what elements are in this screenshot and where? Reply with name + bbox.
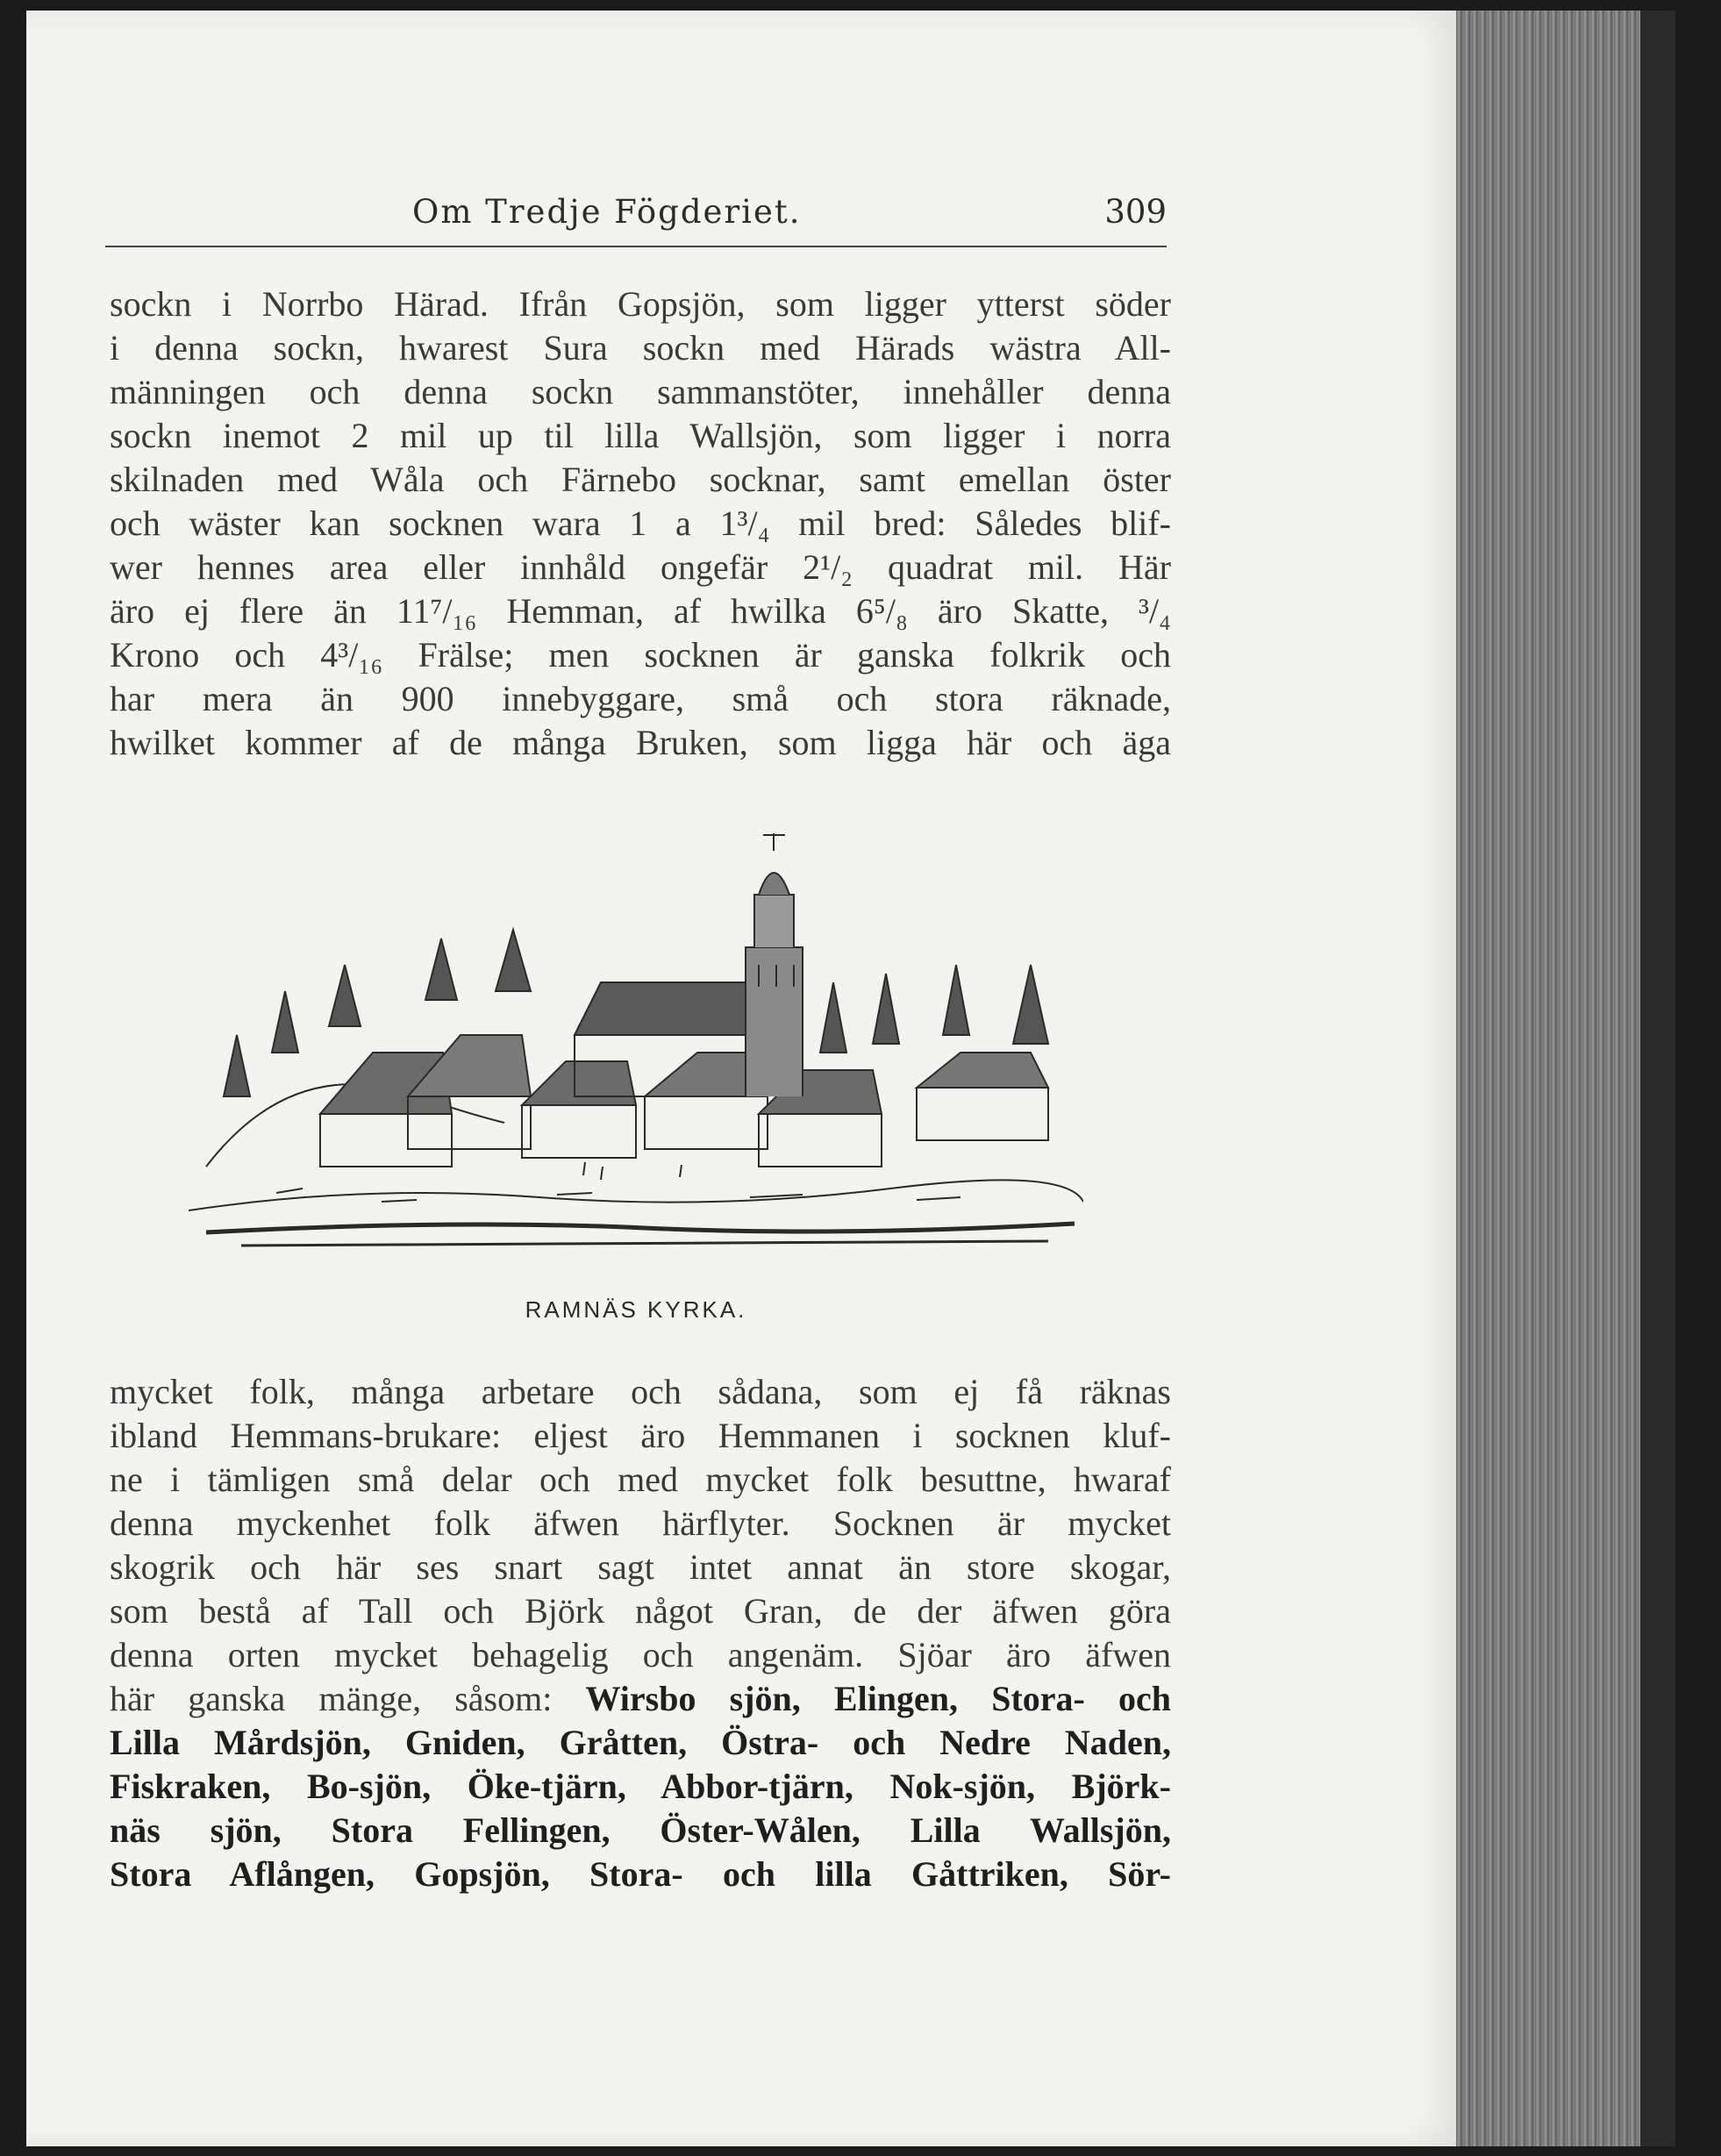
text-line: hwilket kommer af de många Bruken, som ligga här och äga [110, 723, 1171, 762]
header-rule [105, 246, 1167, 247]
text-line: denna orten mycket behagelig och angenäm. Sjöar äro äfwen [110, 1635, 1171, 1674]
text-line: Krono och 4³/₁₆ Frälse; men socknen är ganska folkrik och [110, 635, 1171, 675]
text-line-mixed [110, 1677, 1171, 1721]
text-line: mycket folk, många arbetare och sådana, som ej få räknas [110, 1372, 1171, 1411]
lake-names: Wirsbo sjön, Elingen, Stora- och [585, 1679, 1171, 1718]
text-line: äro ej flere än 11⁷/₁₆ Hemman, af hwilka 6⁵/₈ äro Skatte, ³/₄ [110, 591, 1171, 631]
page-edges [1456, 11, 1675, 2146]
running-head-title: Om Tredje Fögderiet. [412, 193, 802, 231]
text-line: sockn inemot 2 mil up til lilla Wallsjön, som ligger i norra [110, 416, 1171, 455]
text-line: skogrik och här ses snart sagt intet annat än store skogar, [110, 1547, 1171, 1587]
lake-names-line: Lilla Mårdsjön, Gniden, Gråtten, Östra- och Nedre Naden, [110, 1723, 1171, 1762]
illustration-caption: RAMNÄS KYRKA. [525, 1296, 747, 1323]
text-line: i denna sockn, hwarest Sura sockn med Härads wästra All- [110, 328, 1171, 368]
text-line: har mera än 900 innebyggare, små och stora räknade, [110, 679, 1171, 718]
paragraph-1 [110, 282, 1171, 765]
text-line: wer hennes area eller innhåld ongefär 2¹/₂ quadrat mil. Här [110, 547, 1171, 587]
text-line: ibland Hemmans-brukare: eljest äro Hemmanen i socknen kluf- [110, 1416, 1171, 1455]
page-number: 309 [1104, 193, 1167, 231]
text-line: männingen och denna sockn sammanstöter, innehåller denna [110, 372, 1171, 411]
text-line: och wäster kan socknen wara 1 a 1³/₄ mil bred: Således blif- [110, 503, 1171, 543]
paragraph-2 [110, 1370, 1171, 1896]
text-run: här ganska mänge, såsom: [110, 1679, 586, 1718]
lake-names-line: Fiskraken, Bo-sjön, Öke-tjärn, Abbor-tjärn, Nok-sjön, Björk- [110, 1767, 1171, 1806]
text-line: denna myckenhet folk äfwen härflyter. Socknen är mycket [110, 1503, 1171, 1543]
church-engraving [189, 833, 1083, 1254]
lake-names-line: näs sjön, Stora Fellingen, Öster-Wålen, Lilla Wallsjön, [110, 1810, 1171, 1850]
text-line: sockn i Norrbo Härad. Ifrån Gopsjön, som ligger ytterst söder [110, 284, 1171, 324]
text-line: som bestå af Tall och Björk något Gran, de der äfwen göra [110, 1591, 1171, 1631]
lake-names-line: Stora Aflången, Gopsjön, Stora- och lilla Gåttriken, Sör- [110, 1854, 1171, 1894]
text-line: skilnaden med Wåla och Färnebo socknar, samt emellan öster [110, 460, 1171, 499]
text-line: ne i tämligen små delar och med mycket folk besuttne, hwaraf [110, 1460, 1171, 1499]
